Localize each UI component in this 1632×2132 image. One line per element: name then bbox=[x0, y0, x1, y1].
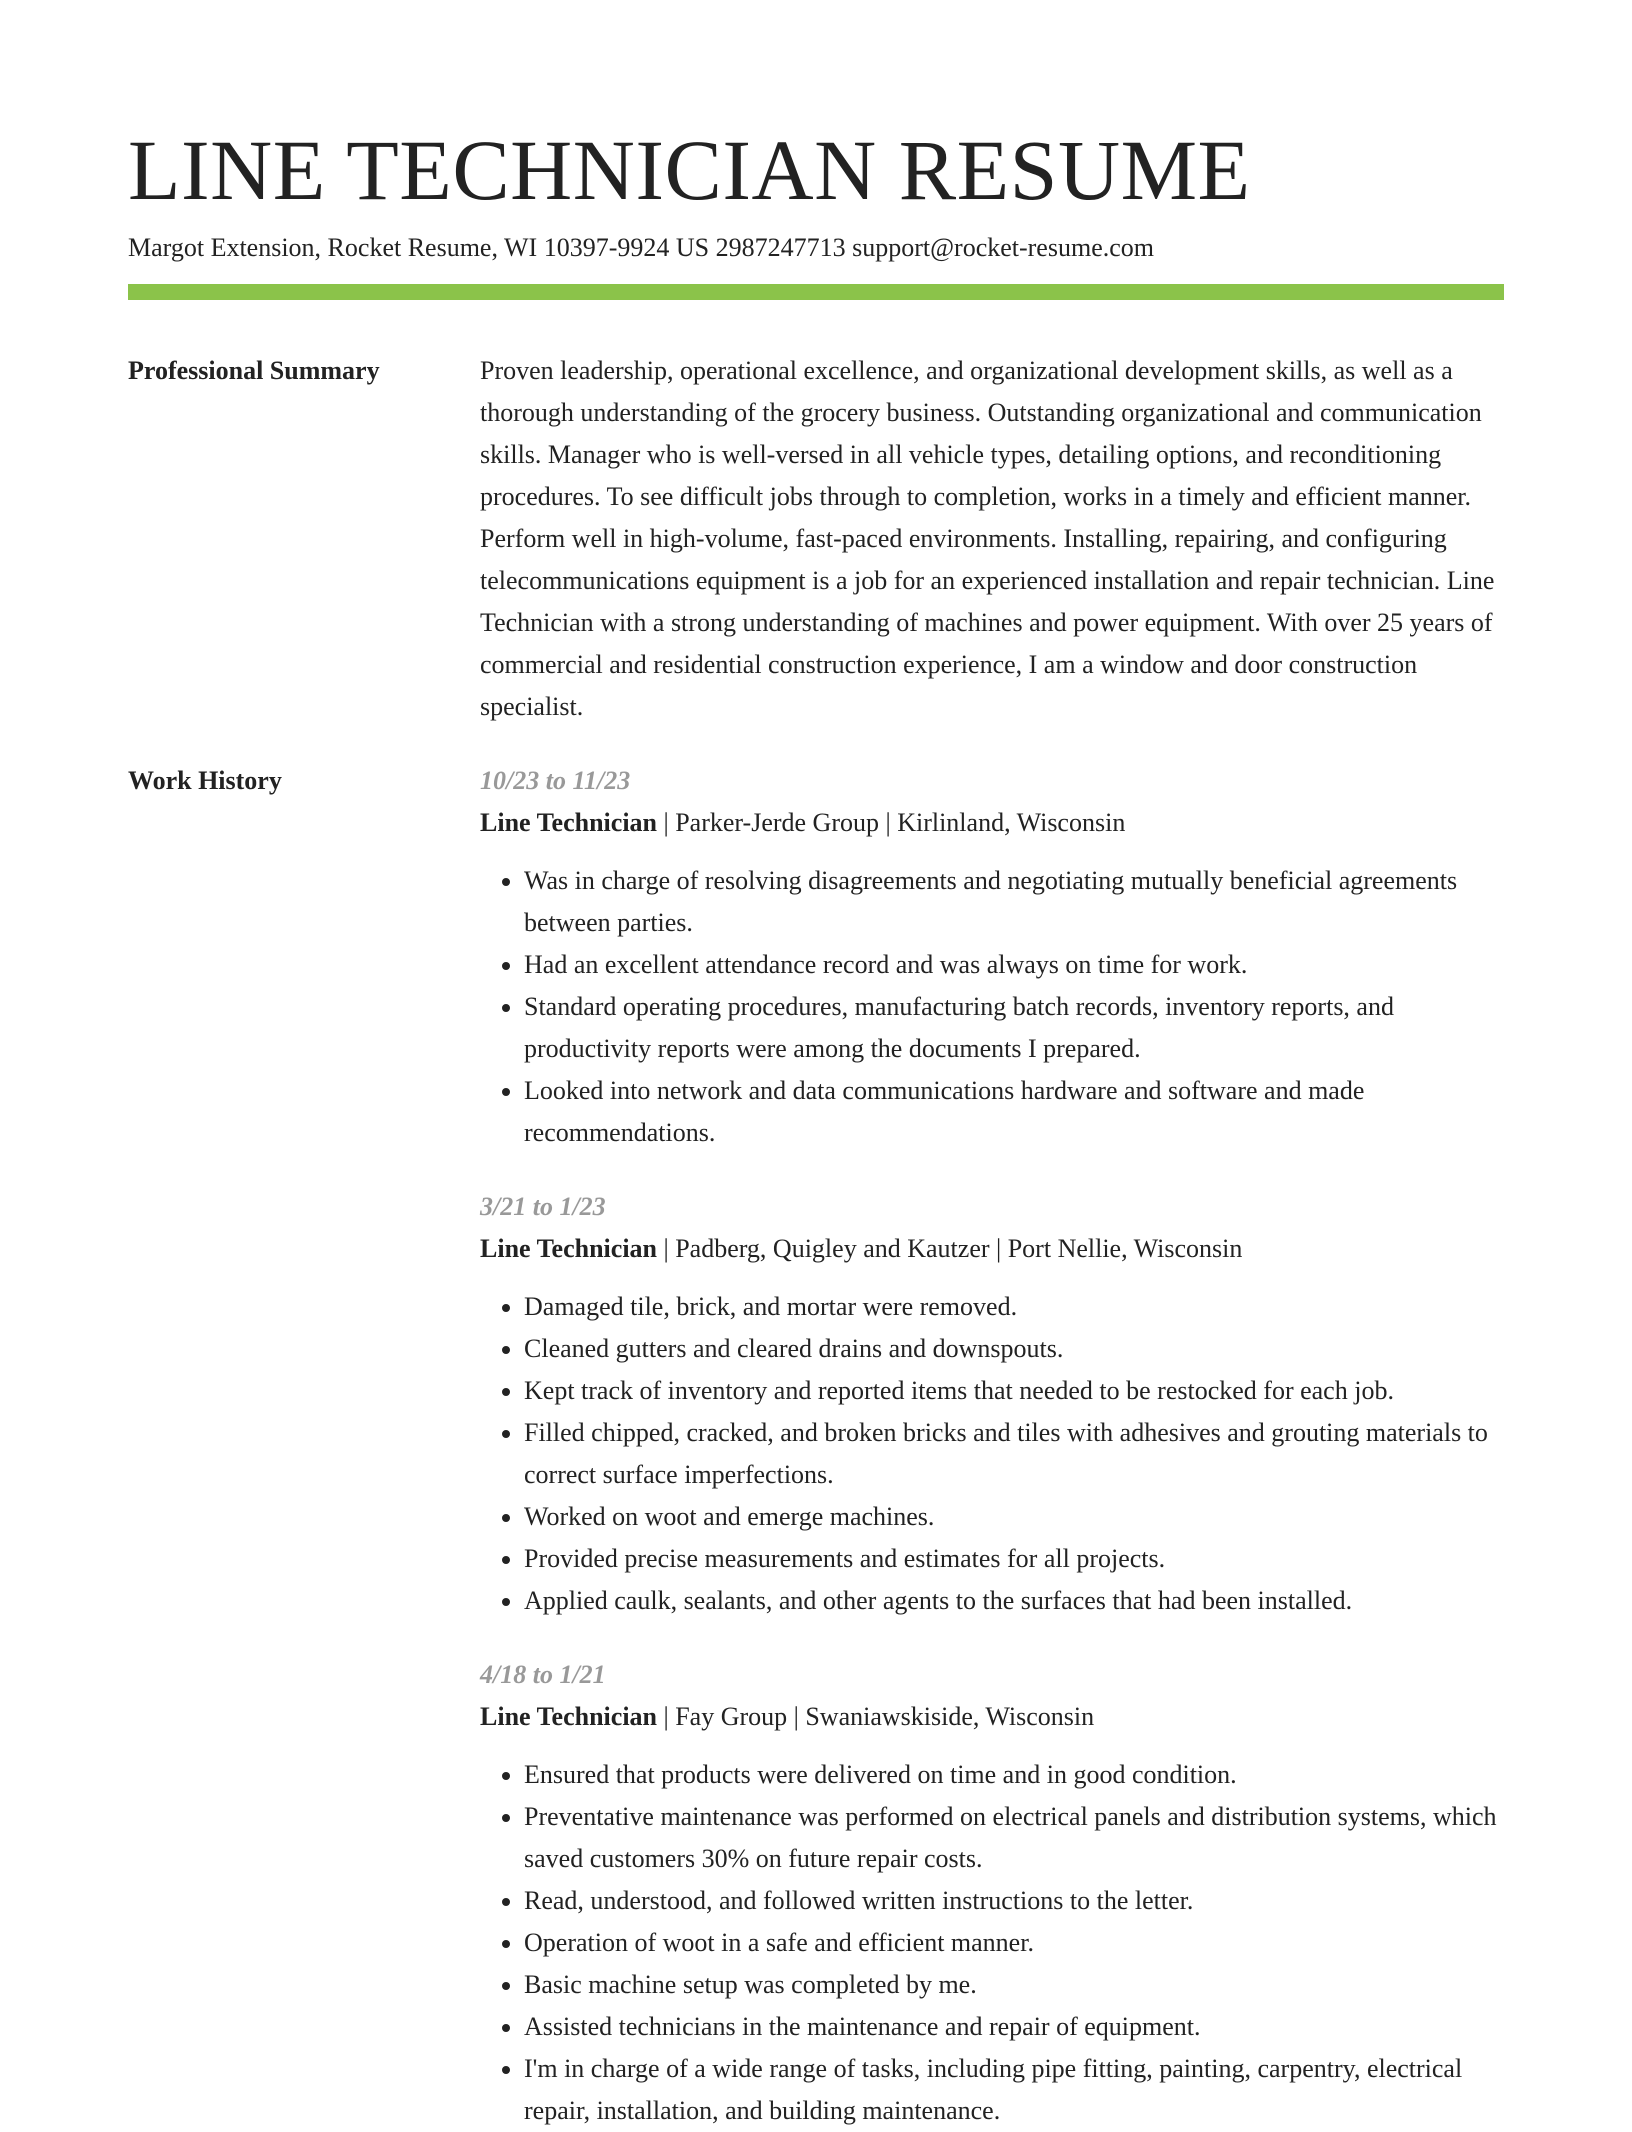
job-bullet-list bbox=[480, 1754, 1504, 2132]
job-bullet-item: • Basic machine setup was completed by me. bbox=[524, 1964, 1504, 2006]
resume-title: LINE TECHNICIAN RESUME bbox=[128, 122, 1251, 218]
job-entry bbox=[480, 1654, 1504, 2132]
job-bullet-list bbox=[480, 1286, 1504, 1622]
job-employer-location: | Parker-Jerde Group | Kirlinland, Wisconsin bbox=[657, 808, 1126, 837]
job-title: Line Technician bbox=[480, 1234, 657, 1263]
job-dates: 3/21 to 1/23 bbox=[480, 1192, 606, 1221]
job-bullet-item: • Preventative maintenance was performed on electrical panels and distribution systems, which saved customers 30% on future repair costs. bbox=[524, 1796, 1504, 1880]
summary-section bbox=[128, 350, 1504, 728]
job-bullet-list bbox=[480, 860, 1504, 1154]
job-title: Line Technician bbox=[480, 1702, 657, 1731]
job-bullet-item: • Worked on woot and emerge machines. bbox=[524, 1496, 1504, 1538]
job-entry bbox=[480, 760, 1504, 1154]
job-bullet-item: • Looked into network and data communications hardware and software and made recommendations. bbox=[524, 1070, 1504, 1154]
accent-divider bbox=[128, 284, 1504, 300]
job-employer-location: | Fay Group | Swaniawskiside, Wisconsin bbox=[657, 1702, 1095, 1731]
job-bullet-item: • Applied caulk, sealants, and other agents to the surfaces that had been installed. bbox=[524, 1580, 1504, 1622]
job-entry bbox=[480, 1186, 1504, 1622]
job-heading bbox=[480, 1696, 1504, 1738]
job-dates: 10/23 to 11/23 bbox=[480, 766, 631, 795]
summary-text: Proven leadership, operational excellence, and organizational development skills, as well as a thorough understanding of the grocery business. Outstanding organizational and communication skills. Manager who is well-versed in all vehicle types, detailing options, and reconditioning procedures. To see difficult jobs through to completion, works in a timely and efficient manner. Perform well in high-volume, fast-paced environments. Installing, repairing, and configuring telecommunications equipment is a job for an experienced installation and repair technician. Line Technician with a strong understanding of machines and power equipment. With over 25 years of commercial and residential construction experience, I am a window and door construction specialist. bbox=[480, 356, 1495, 721]
summary-body bbox=[480, 350, 1504, 728]
work-history-list bbox=[480, 760, 1504, 2132]
job-bullet-item: • Kept track of inventory and reported items that needed to be restocked for each job. bbox=[524, 1370, 1504, 1412]
work-history-section-label: Work History bbox=[128, 766, 282, 795]
resume-page bbox=[128, 118, 1504, 2132]
job-employer-location: | Padberg, Quigley and Kautzer | Port Nellie, Wisconsin bbox=[657, 1234, 1243, 1263]
job-heading bbox=[480, 802, 1504, 844]
job-bullet-item: • Provided precise measurements and estimates for all projects. bbox=[524, 1538, 1504, 1580]
job-title: Line Technician bbox=[480, 808, 657, 837]
job-bullet-item: • Filled chipped, cracked, and broken bricks and tiles with adhesives and grouting materials to correct surface imperfections. bbox=[524, 1412, 1504, 1496]
contact-info: Margot Extension, Rocket Resume, WI 10397-9924 US 2987247713 support@rocket-resume.com bbox=[128, 233, 1154, 262]
job-bullet-item: • Read, understood, and followed written instructions to the letter. bbox=[524, 1880, 1504, 1922]
job-bullet-item: • Ensured that products were delivered on time and in good condition. bbox=[524, 1754, 1504, 1796]
job-heading bbox=[480, 1228, 1504, 1270]
job-bullet-item: • Had an excellent attendance record and was always on time for work. bbox=[524, 944, 1504, 986]
job-bullet-item: • Was in charge of resolving disagreements and negotiating mutually beneficial agreements between parties. bbox=[524, 860, 1504, 944]
job-bullet-item: • I'm in charge of a wide range of tasks, including pipe fitting, painting, carpentry, electrical repair, installation, and building maintenance. bbox=[524, 2048, 1504, 2132]
work-history-section bbox=[128, 760, 1504, 2132]
job-bullet-item: • Standard operating procedures, manufacturing batch records, inventory reports, and productivity reports were among the documents I prepared. bbox=[524, 986, 1504, 1070]
job-bullet-item: • Damaged tile, brick, and mortar were removed. bbox=[524, 1286, 1504, 1328]
summary-section-label: Professional Summary bbox=[128, 356, 380, 385]
job-bullet-item: • Assisted technicians in the maintenance and repair of equipment. bbox=[524, 2006, 1504, 2048]
job-dates: 4/18 to 1/21 bbox=[480, 1660, 606, 1689]
job-bullet-item: • Operation of woot in a safe and efficient manner. bbox=[524, 1922, 1504, 1964]
job-bullet-item: • Cleaned gutters and cleared drains and downspouts. bbox=[524, 1328, 1504, 1370]
